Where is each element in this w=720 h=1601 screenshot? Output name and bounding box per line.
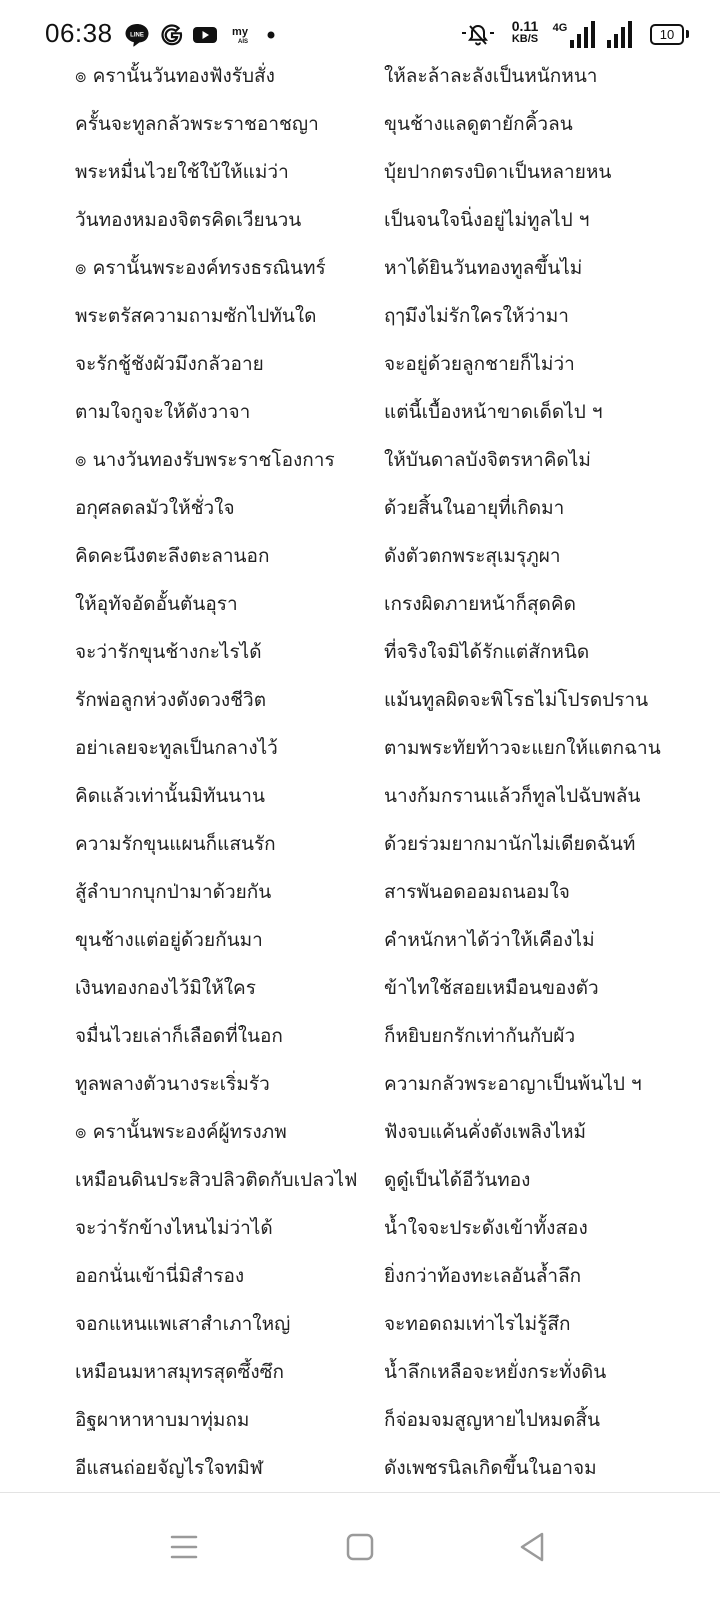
poem-row [0,292,720,340]
poem-row [0,1012,720,1060]
poem-verse-right: ข้าไทใช้สอยเหมือนของตัว [384,977,599,999]
poem-verse-right: ดูดู๋เป็นได้อีวันทอง [384,1169,531,1191]
poem-verse-left: ทูลพลางตัวนางระเริ่มรัว [75,1073,270,1095]
poem-verse-left: ครั้นจะทูลกลัวพระราชอาชญา [75,113,319,135]
poem-verse-left: ตามใจกูจะให้ดังวาจา [75,401,251,423]
poem-row [0,964,720,1012]
poem-verse-right: น้ำใจจะประดังเข้าทั้งสอง [384,1217,588,1239]
status-time: 06:38 [45,18,113,48]
poem-verse-right: ยิ่งกว่าท้องทะเลอันล้ำลึก [384,1265,582,1287]
google-icon [159,22,185,48]
poem-row [0,628,720,676]
home-icon[interactable] [336,1523,384,1571]
poem-verse-right: จะอยู่ด้วยลูกชายก็ไม่ว่า [384,353,575,375]
network-speed-unit: KB/S [511,33,539,45]
poem-verse-left: เหมือนมหาสมุทรสุดซึ้งซึก [75,1361,285,1383]
bell-off-icon [460,22,496,48]
poem-row [0,244,720,292]
poem-verse-left: เงินทองกองไว้มิให้ใคร [75,977,256,999]
poem-verse-left: จมื่นไวยเล่าก็เลือดที่ในอก [75,1025,283,1047]
poem-verse-left: อย่าเลยจะทูลเป็นกลางไว้ [75,737,278,759]
myais-icon [227,22,253,48]
poem-verse-left: รักพ่อลูกห่วงดังดวงชีวิต [75,689,267,711]
poem-verse-left: สู้ลำบากบุกป่ามาด้วยกัน [75,881,272,903]
poem-row [0,1396,720,1444]
system-icons [460,18,720,52]
poem-verse-right: น้ำลึกเหลือจะหยั่งกระทั่งดิน [384,1361,607,1383]
poem-row [0,484,720,532]
poem-verse-right: ดังเพชรนิลเกิดขึ้นในอาจม [384,1457,597,1479]
signal-icon [603,20,639,50]
dot-icon [260,22,286,48]
poem-row [0,1444,720,1492]
poem-row [0,868,720,916]
poem-verse-right: ฟังจบแค้นคั่งดังเพลิงไหม้ [384,1121,587,1143]
poem-row [0,340,720,388]
poem-text [0,52,720,1492]
svg-text:LINE: LINE [130,32,144,39]
poem-verse-right: ด้วยสิ้นในอายุที่เกิดมา [384,497,565,519]
poem-verse-right: ก็หยิบยกรักเท่ากันกับผัว [384,1025,576,1047]
poem-verse-left: คิดคะนึงตะลึงตะลานอก [75,545,270,567]
poem-verse-left: เหมือนดินประสิวปลิวติดกับเปลวไฟ [75,1169,358,1191]
poem-verse-left: ๏ นางวันทองรับพระราชโองการ [75,449,335,471]
poem-verse-left: อีแสนถ่อยจัญไรใจทมิฬ [75,1457,263,1479]
poem-verse-right: บุ้ยปากตรงบิดาเป็นหลายหน [384,161,612,183]
poem-verse-right: แต่นี้เบื้องหน้าขาดเด็ดไป ฯ [384,401,603,423]
svg-text:4G: 4G [552,22,568,34]
poem-verse-right: นางก้มกรานแล้วก็ทูลไปฉับพลัน [384,785,641,807]
poem-verse-left: จะว่ารักขุนช้างกะไรได้ [75,641,262,663]
poem-row [0,724,720,772]
poem-verse-right: ให้ละล้าละลังเป็นหนักหนา [384,65,598,87]
poem-row [0,1252,720,1300]
battery-icon: 10 [650,24,684,45]
poem-verse-right: ดังตัวตกพระสุเมรุภูผา [384,545,561,567]
poem-row [0,52,720,100]
poem-verse-right: คำหนักหาได้ว่าให้เคืองไม่ [384,929,595,951]
poem-verse-left: พระตรัสความถามซักไปทันใด [75,305,317,327]
battery-tip [686,30,689,38]
poem-row [0,916,720,964]
navigation-bar [0,1492,720,1601]
poem-row [0,676,720,724]
poem-verse-left: ความรักขุนแผนก็แสนรัก [75,833,276,855]
poem-verse-left: ๏ ครานั้นวันทองฟังรับสั่ง [75,65,275,87]
poem-verse-left: อกุศลดลมัวให้ชั่วใจ [75,497,235,519]
poem-verse-right: ฤๅมึงไม่รักใครให้ว่ามา [384,305,569,327]
network-speed-value: 0.11 [511,18,539,34]
poem-verse-left: วันทองหมองจิตรคิดเวียนวน [75,209,302,231]
poem-verse-right: แม้นทูลผิดจะพิโรธไม่โปรดปราน [384,689,649,711]
network-speed [506,20,544,46]
line-icon [124,22,150,48]
poem-verse-left: จะรักชู้ชังผัวมึงกลัวอาย [75,353,264,375]
poem-row [0,100,720,148]
menu-icon[interactable] [160,1523,208,1571]
poem-verse-left: จอกแหนแพเสาสำเภาใหญ่ [75,1313,291,1335]
poem-verse-left: อิฐผาหาหาบมาทุ่มถม [75,1409,250,1431]
poem-verse-left: ออกนั่นเข้านี่มิสำรอง [75,1265,245,1287]
poem-verse-right: หาได้ยินวันทองทูลขึ้นไม่ [384,257,583,279]
poem-row [0,1348,720,1396]
poem-row [0,436,720,484]
poem-row [0,580,720,628]
poem-verse-right: ก็จ่อมจมสูญหายไปหมดสิ้น [384,1409,600,1431]
poem-row [0,772,720,820]
poem-row [0,148,720,196]
poem-verse-right: ที่จริงใจมิได้รักแต่สักหนิด [384,641,590,663]
poem-verse-left: คิดแล้วเท่านั้นมิทันนาน [75,785,265,807]
poem-verse-right: ด้วยร่วมยากมานักไม่เดียดฉันท์ [384,833,636,855]
poem-verse-left: พระหมื่นไวยใช้ใบ้ให้แม่ว่า [75,161,289,183]
poem-verse-right: ให้บันดาลบังจิตรหาคิดไม่ [384,449,591,471]
poem-verse-left: ๏ ครานั้นพระองค์ทรงธรณินทร์ [75,257,326,279]
poem-verse-right: ตามพระทัยท้าวจะแยกให้แตกฉาน [384,737,661,759]
poem-verse-right: เป็นจนใจนิ่งอยู่ไม่ทูลไป ฯ [384,209,590,231]
poem-verse-right: สารพันอดออมถนอมใจ [384,881,570,903]
poem-verse-right: จะทอดถมเท่าไรไม่รู้สึก [384,1313,571,1335]
poem-verse-left: ขุนช้างแต่อยู่ด้วยกันมา [75,929,263,951]
poem-row [0,196,720,244]
poem-verse-right: ขุนช้างแลดูตายักคิ้วลน [384,113,573,135]
poem-row [0,1060,720,1108]
signal-4g-icon [550,20,596,50]
poem-row [0,820,720,868]
poem-verse-left: ให้อุทัจอัดอั้นตันอุรา [75,593,238,615]
poem-row [0,1300,720,1348]
poem-row [0,388,720,436]
svg-text:AIS: AIS [237,39,249,45]
poem-verse-left: ๏ ครานั้นพระองค์ผู้ทรงภพ [75,1121,287,1143]
youtube-icon [192,22,218,48]
back-icon[interactable] [508,1523,556,1571]
poem-row [0,1156,720,1204]
svg-text:my: my [232,26,248,38]
poem-verse-left: จะว่ารักข้างไหนไม่ว่าได้ [75,1217,273,1239]
poem-verse-right: ความกลัวพระอาญาเป็นพ้นไป ฯ [384,1073,642,1095]
poem-row [0,532,720,580]
poem-row [0,1204,720,1252]
poem-row [0,1108,720,1156]
poem-verse-right: เกรงผิดภายหน้าก็สุดคิด [384,593,576,615]
